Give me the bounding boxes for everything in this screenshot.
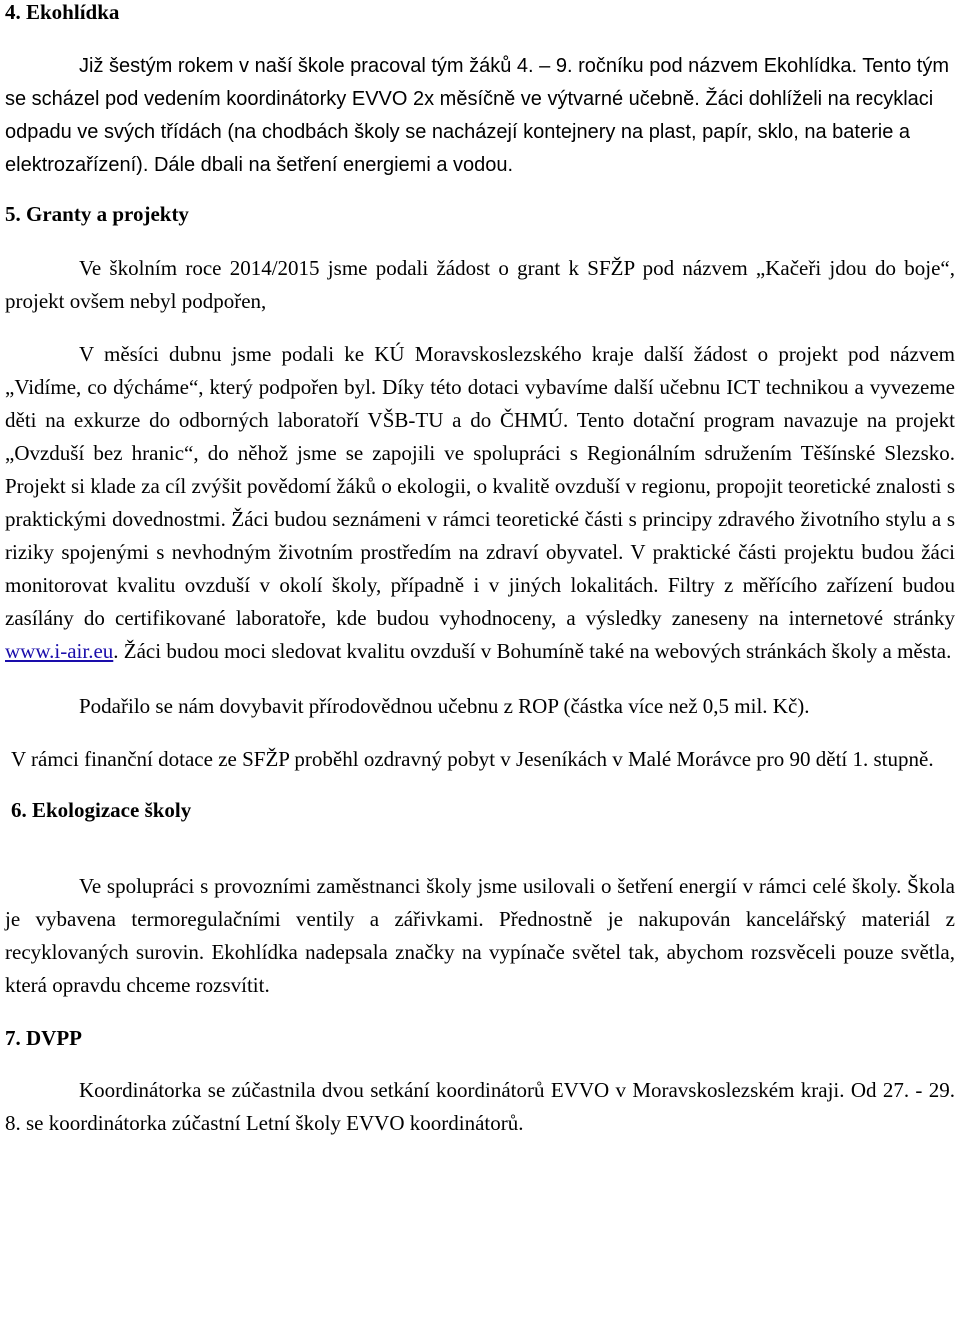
- section-4-paragraph: Již šestým rokem v naší škole pracoval tým žáků 4. – 9. ročníku pod názvem Ekohlídka. Tento tým se scházel pod vedením koordinátorky EVVO 2x měsíčně ve výtvarné učebně. Žáci dohlíželi na recyklaci odpadu ve svých třídách (na chodbách školy se nacházejí kontejnery na plast, papír, sklo, na baterie a elektrozařízení). Dále dbali na šetření energiemi a vodou.: [5, 55, 949, 176]
- project-text-end: . Žáci budou moci sledovat kvalitu ovzduší v Bohumíně také na webových stránkách školy a města.: [113, 639, 952, 663]
- section-7-paragraph: Koordinátorka se zúčastnila dvou setkání koordinátorů EVVO v Moravskoslezském kraji. Od 27. - 29. 8. se koordinátorka zúčastní Letní školy EVVO koordinátorů.: [5, 1078, 955, 1135]
- i-air-link[interactable]: www.i-air.eu: [5, 639, 114, 663]
- section-6-paragraph: Ve spolupráci s provozními zaměstnanci školy jsme usilovali o šetření energií v rámci celé školy. Škola je vybavena termoregulačními ventily a zářivkami. Přednostně je nakupován kancelářský materiál z recyklovaných surovin. Ekohlídka nadepsala značky na vypínače světel tak, abychom rozsvěceli pouze světla, která opravdu chceme rozsvítit.: [5, 874, 955, 997]
- section-5-paragraph-grant: Ve školním roce 2014/2015 jsme podali žádost o grant k SFŽP pod názvem „Kačeři jdou do boje“, projekt ovšem nebyl podpořen,: [5, 256, 955, 313]
- section-6-heading: 6. Ekologizace školy: [11, 798, 192, 822]
- section-5-paragraph-project: [5, 338, 955, 668]
- section-5-paragraph-rop: Podařilo se nám dovybavit přírodovědnou učebnu z ROP (částka více než 0,5 mil. Kč).: [79, 694, 810, 718]
- project-text-start: V měsíci dubnu jsme podali ke KÚ Moravskoslezského kraje další žádost o projekt pod názvem „Vidíme, co dýcháme“, který podpořen byl. Díky této dotaci vybavíme další učebnu ICT technikou a vyvezeme děti na exkurze do odborných laboratoří VŠB-TU a do ČHMÚ. Tento dotační program navazuje na projekt „Ovzduší bez hranic“, do něhož jsme se zapojili ve spolupráci s Regionálním sdružením Těšínské Slezsko. Projekt si klade za cíl zvýšit povědomí žáků o ekologii, o kvalitě ovzduší v regionu, propojit teoretické znalosti s praktickými dovednostmi. Žáci budou seznámeni v rámci teoretické části s principy zdravého životního stylu a s riziky spojenými s nevhodným životním prostředím na zdraví obyvatel. V praktické části projektu budou žáci monitorovat kvalitu ovzduší v okolí školy, případně i v jiných lokalitách. Filtry z měřícího zařízení budou zasílány do certifikované laboratoře, kde budou vyhodnoceny, a výsledky zaneseny na internetové stránky: [5, 342, 955, 630]
- section-5-heading: 5. Granty a projekty: [5, 202, 189, 226]
- section-7-heading: 7. DVPP: [5, 1026, 82, 1050]
- section-5-paragraph-stay: V rámci finanční dotace ze SFŽP proběhl ozdravný pobyt v Jeseníkách v Malé Morávce pro 90 dětí 1. stupně.: [11, 747, 934, 771]
- section-4-heading: 4. Ekohlídka: [5, 0, 120, 24]
- document-page: [5, 0, 955, 1140]
